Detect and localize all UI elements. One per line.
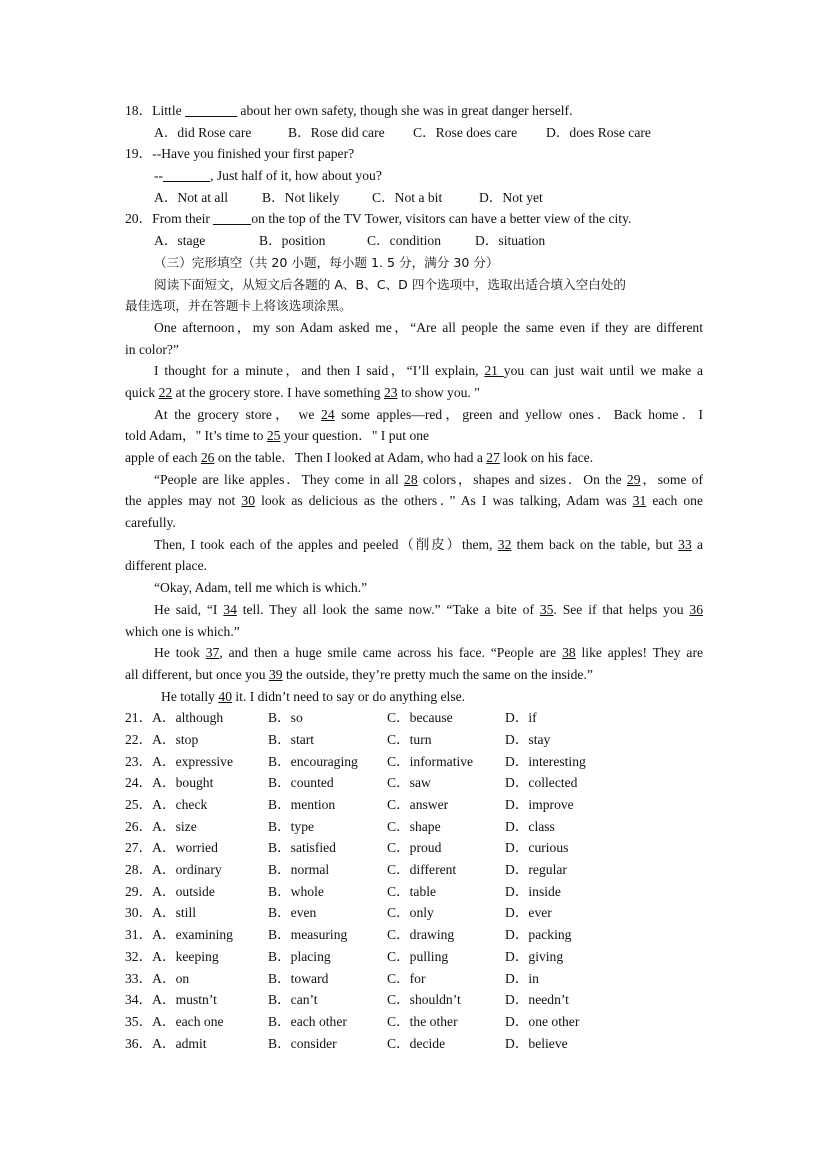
choice-a: 32．A．keeping — [125, 948, 219, 964]
q19-option-a: A．Not at all — [154, 189, 228, 205]
passage-text: I thought for a minute，and then I said，“I’ll explain, — [154, 363, 485, 379]
choice-row — [125, 1011, 703, 1033]
q19-blank — [163, 167, 210, 182]
choice-a: 26．A．size — [125, 818, 197, 834]
passage-line: different place. — [125, 558, 208, 574]
q18-option-d: D．does Rose care — [546, 124, 651, 140]
passage-text: on the table．Then I looked at Adam, who had a — [214, 450, 487, 465]
choice-d: D．believe — [505, 1035, 568, 1051]
blank-23: 23 — [383, 384, 398, 400]
choice-a: 30．A．still — [125, 905, 196, 921]
choice-a: 22．A．stop — [125, 731, 199, 747]
choice-c: C．answer — [387, 797, 449, 812]
choice-row — [125, 968, 703, 990]
choice-row — [125, 837, 703, 859]
choice-b: B．mention — [268, 797, 336, 812]
choice-c: C．drawing — [387, 927, 455, 943]
q19-option-c: C．Not a bit — [372, 189, 443, 205]
choice-d: D．curious — [505, 840, 569, 856]
choice-row — [125, 707, 703, 729]
choice-row — [125, 924, 703, 946]
choice-row — [125, 881, 703, 903]
passage-text: you can just wait until we make a — [503, 363, 703, 379]
choice-d: D．one other — [505, 1013, 580, 1029]
blank-40: 40 — [218, 688, 232, 704]
q19-reply — [125, 165, 703, 187]
choice-b: B．encouraging — [268, 753, 358, 769]
choice-c: C．proud — [387, 840, 442, 856]
choice-b: B．normal — [268, 862, 330, 878]
choice-row — [125, 794, 703, 816]
passage-line — [125, 534, 703, 556]
blank-36: 36 — [689, 601, 703, 617]
passage-line — [125, 599, 703, 621]
choice-a: 23．A．expressive — [125, 753, 233, 769]
choice-b: B．so — [268, 710, 303, 726]
passage-text: He said, “I — [154, 601, 224, 617]
choice-b: B．satisfied — [268, 840, 336, 856]
passage-text: tell. They all look the same now.” “Take a bite of — [236, 601, 540, 617]
choice-a: 31．A．examining — [125, 927, 233, 943]
choice-a: 35．A．each one — [125, 1013, 224, 1029]
choice-d: D．regular — [505, 862, 567, 878]
choice-row — [125, 946, 703, 968]
passage-text: quick — [125, 384, 159, 400]
choice-a: 24．A．bought — [125, 775, 214, 791]
choice-row — [125, 1033, 703, 1055]
choice-c: C．pulling — [387, 948, 449, 964]
passage-line — [125, 664, 703, 686]
q18-option-c: C．Rose does care — [413, 124, 518, 140]
passage-text: Then, I took each of the apples and peeled（削皮）them, — [154, 536, 498, 552]
blank-29: 29 — [626, 471, 641, 487]
blank-25: 25 — [266, 428, 281, 444]
choice-b: B．whole — [268, 883, 324, 899]
choice-a: 36．A．admit — [125, 1035, 207, 1051]
passage-line — [125, 382, 703, 404]
passage-text: like apples! They are — [575, 645, 703, 661]
blank-22: 22 — [158, 384, 173, 400]
blank-24: 24 — [321, 406, 335, 422]
q20-option-c: C．condition — [367, 233, 442, 249]
passage-text: apple of each — [125, 450, 201, 465]
q18-option-b: B．Rose did care — [288, 124, 385, 140]
choice-d: D．inside — [505, 883, 561, 899]
blank-31: 31 — [632, 493, 647, 509]
choice-c: C．table — [387, 883, 437, 899]
choice-list — [125, 707, 703, 1054]
q20-stem-after: on the top of the TV Tower, visitors can have a better view of the city. — [251, 211, 632, 227]
choice-b: B．start — [268, 731, 315, 747]
choice-c: C．decide — [387, 1035, 446, 1051]
choice-c: C．saw — [387, 775, 431, 791]
passage-line — [125, 686, 703, 708]
q20-stem-before: 20．From their — [125, 211, 214, 227]
choice-d: D．in — [505, 970, 539, 986]
passage-text: “People are like apples．They come in all — [154, 471, 405, 487]
q19-option-b: B．Not likely — [262, 189, 340, 205]
passage-text: look as delicious as the others．” As I was talking, Adam was — [255, 493, 633, 509]
choice-row — [125, 902, 703, 924]
passage-text: the apples may not — [125, 493, 242, 509]
passage-text: all different, but once you — [125, 666, 269, 682]
passage-text: ，some of — [640, 471, 703, 487]
q20-option-d: D．situation — [475, 233, 546, 249]
choice-d: D．interesting — [505, 753, 586, 769]
passage-line — [125, 642, 703, 664]
choice-b: B．can’t — [268, 992, 318, 1008]
choice-row — [125, 989, 703, 1011]
choice-c: C．informative — [387, 753, 474, 769]
choice-a: 21．A．although — [125, 710, 224, 726]
passage-line — [125, 469, 703, 491]
choice-c: C．shouldn’t — [387, 992, 461, 1008]
passage-text: at the grocery store. I have something — [172, 384, 384, 400]
passage-text: At the grocery store， we — [154, 406, 322, 422]
passage-text: told Adam，" It’s time to — [125, 428, 267, 444]
q18-stem-after: about her own safety, though she was in great danger herself. — [237, 103, 573, 118]
choice-c: C．different — [387, 862, 457, 878]
passage-text: a — [691, 536, 703, 552]
q18-options — [125, 122, 703, 144]
passage-line: One afternoon，my son Adam asked me，“Are all people the same even if they are different — [154, 319, 703, 335]
choice-a: 28．A．ordinary — [125, 862, 222, 878]
choice-c: C．shape — [387, 818, 441, 834]
q19-reply-after: , Just half of it, how about you? — [210, 168, 382, 184]
choice-d: D．collected — [505, 775, 578, 791]
choice-c: C．turn — [387, 731, 432, 747]
q18-stem-before: 18．Little — [125, 103, 186, 118]
choice-a: 27．A．worried — [125, 840, 218, 856]
choice-b: B．consider — [268, 1035, 337, 1051]
passage-line — [125, 404, 703, 426]
choice-c: C．because — [387, 710, 453, 726]
passage-text: to show you. " — [397, 384, 480, 400]
q20-option-a: A．stage — [154, 233, 206, 249]
q20-blank — [213, 210, 251, 225]
choice-d: D．packing — [505, 927, 572, 943]
blank-35: 35 — [539, 601, 554, 617]
choice-d: D．needn’t — [505, 992, 569, 1008]
passage-line: in color?” — [125, 341, 179, 357]
section-instruction-1: 阅读下面短文，从短文后各题的 A、B、C、D 四个选项中，选取出适合填入空白处的 — [154, 276, 626, 292]
passage-text: some apples—red，green and yellow ones．Back home．I — [334, 406, 703, 422]
choice-b: B．type — [268, 818, 315, 834]
choice-a: 29．A．outside — [125, 883, 215, 899]
q19-options — [125, 187, 703, 209]
passage-text: , and then a huge smile came across his face. “People are — [219, 645, 563, 661]
choice-row — [125, 772, 703, 794]
q19-reply-start: -- — [154, 168, 164, 184]
question-20 — [125, 208, 703, 230]
passage-line — [125, 490, 703, 512]
passage-line — [125, 447, 703, 469]
choice-a: 34．A．mustn’t — [125, 992, 217, 1008]
section-title: （三）完形填空（共 20 小题，每小题 1. 5 分，满分 30 分） — [154, 254, 499, 270]
passage-text: He took — [154, 645, 206, 661]
passage-line: carefully. — [125, 515, 176, 531]
choice-d: D．if — [505, 710, 537, 726]
blank-38: 38 — [562, 645, 576, 661]
passage-line: “Okay, Adam, tell me which is which.” — [154, 580, 368, 596]
blank-32: 32 — [497, 536, 512, 552]
question-19: 19．--Have you finished your first paper? — [125, 146, 355, 162]
section-instruction-2: 最佳选项，并在答题卡上将该选项涂黑。 — [125, 298, 352, 314]
choice-a: 25．A．check — [125, 797, 208, 812]
choice-b: B．placing — [268, 948, 331, 964]
blank-26: 26 — [200, 450, 215, 465]
choice-d: D．class — [505, 818, 555, 834]
blank-39: 39 — [268, 666, 283, 682]
q19-option-d: D．Not yet — [479, 189, 543, 205]
passage-text: them back on the table, but — [511, 536, 679, 552]
passage-text: your question．" I put one — [280, 428, 430, 444]
blank-21: 21 — [484, 363, 504, 379]
choice-c: C．for — [387, 970, 426, 986]
blank-28: 28 — [404, 471, 418, 487]
choice-b: B．counted — [268, 775, 334, 791]
choice-d: D．improve — [505, 797, 574, 812]
q18-blank — [185, 102, 237, 117]
passage-text: . See if that helps you — [553, 601, 690, 617]
passage-line — [125, 425, 703, 447]
choice-d: D．stay — [505, 731, 551, 747]
choice-b: B．toward — [268, 970, 329, 986]
question-18 — [125, 100, 703, 122]
choice-d: D．giving — [505, 948, 564, 964]
choice-b: B．even — [268, 905, 317, 921]
choice-row — [125, 859, 703, 881]
choice-a: 33．A．on — [125, 970, 190, 986]
choice-b: B．each other — [268, 1013, 347, 1029]
q20-options — [125, 230, 703, 252]
q18-option-a: A．did Rose care — [154, 124, 252, 140]
choice-row — [125, 816, 703, 838]
choice-row — [125, 729, 703, 751]
blank-27: 27 — [486, 450, 500, 465]
passage-text: it. I didn’t need to say or do anything else. — [231, 688, 466, 704]
passage-text: each one — [646, 493, 703, 509]
choice-d: D．ever — [505, 905, 552, 921]
blank-34: 34 — [223, 601, 237, 617]
q20-option-b: B．position — [259, 233, 326, 249]
choice-b: B．measuring — [268, 927, 348, 943]
blank-37: 37 — [205, 645, 220, 661]
passage-text: look on his face. — [499, 450, 594, 465]
exam-page — [125, 100, 703, 1054]
passage-line: which one is which.” — [125, 623, 240, 639]
passage-text: colors，shapes and sizes．On the — [417, 471, 627, 487]
choice-c: C．the other — [387, 1013, 458, 1029]
passage-text: He totally — [161, 688, 219, 704]
passage-text: the outside, they’re pretty much the same on the inside.” — [282, 666, 593, 682]
blank-33: 33 — [678, 536, 692, 552]
passage-line — [125, 360, 703, 382]
choice-row — [125, 751, 703, 773]
choice-c: C．only — [387, 905, 434, 921]
blank-30: 30 — [241, 493, 256, 509]
